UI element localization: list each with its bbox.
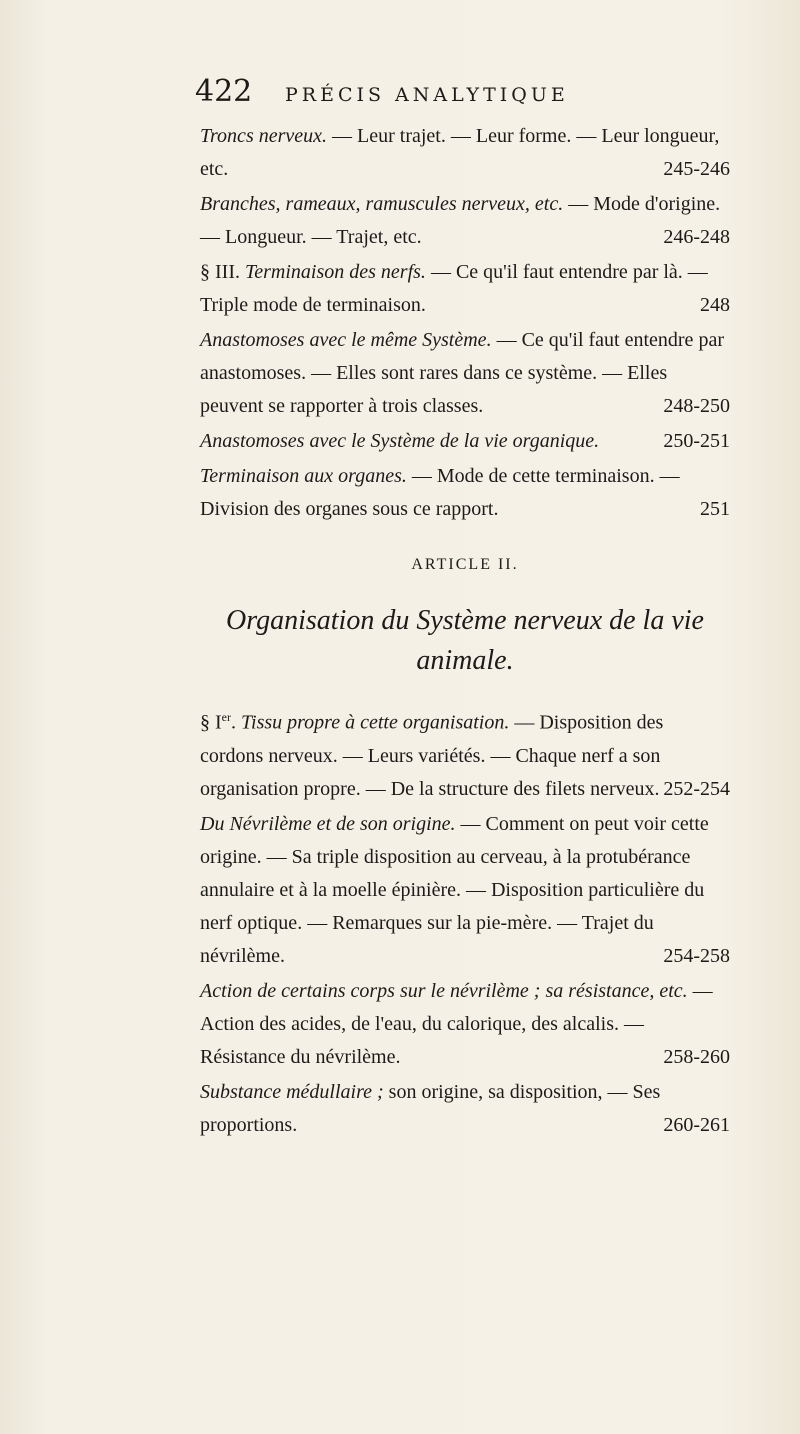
- section-marker: § III.: [200, 261, 245, 283]
- page-number: 422: [195, 74, 253, 109]
- index-entry: [200, 975, 730, 1074]
- section-title: Organisation du Système nerveux de la vie animale.: [226, 605, 704, 676]
- entry-text: — Comment on peut voir cette origine. — Sa triple disposition au cerveau, à la protubérance annulaire et à la moelle épinière. — Disposition particulière du nerf optique. — Remarques sur la pie-mère. — Trajet du névrilème.: [200, 812, 709, 967]
- entry-title: Tissu propre à cette organisation.: [241, 711, 510, 734]
- entry-title: Du Névrilème et de son origine.: [200, 812, 456, 835]
- index-entry: [200, 256, 730, 322]
- article-heading: ARTICLE II.: [411, 556, 519, 573]
- entry-text: — Action des acides, de l'eau, du calorique, des alcalis. — Résistance du névrilème.: [200, 979, 713, 1068]
- entry-title: Substance médullaire ;: [200, 1080, 384, 1103]
- entry-title: Action de certains corps sur le névrilème ; sa résistance, etc.: [200, 979, 688, 1002]
- index-entry: [200, 460, 730, 526]
- entry-text: — Mode d'origine. — Longueur. — Trajet, etc.: [200, 193, 721, 248]
- entry-text: — Leur trajet. — Leur forme. — Leur longueur, etc.: [200, 125, 720, 180]
- entry-pages: 251: [700, 498, 730, 520]
- page-body: [200, 120, 730, 1144]
- index-entry: [200, 701, 730, 806]
- entry-title: Terminaison aux organes.: [200, 465, 407, 487]
- entry-title: Anastomoses avec le Système de la vie organique.: [200, 430, 600, 452]
- running-title: PRÉCIS ANALYTIQUE: [285, 84, 569, 106]
- entry-title: Anastomoses avec le même Système.: [200, 329, 492, 351]
- index-entry: [200, 425, 730, 458]
- index-entry: [200, 120, 730, 186]
- entry-pages: 248: [700, 294, 730, 316]
- entries-top: [200, 120, 730, 526]
- entry-title: Terminaison des nerfs.: [244, 261, 426, 283]
- entry-text: son origine, sa disposition, — Ses proportions.: [200, 1080, 661, 1136]
- entry-pages: 248-250: [663, 395, 730, 417]
- section-marker-after: .: [231, 711, 241, 734]
- entry-text: — Mode de cette terminaison. — Division des organes sous ce rapport.: [200, 465, 680, 520]
- entries-bottom: [200, 701, 730, 1142]
- index-entry: [200, 808, 730, 973]
- entry-pages: 252-254: [663, 777, 730, 800]
- entry-pages: 246-248: [663, 226, 730, 248]
- entry-title: Branches, rameaux, ramuscules nerveux, etc.: [200, 193, 564, 215]
- index-entry: [200, 188, 730, 254]
- entry-text: — Ce qu'il faut entendre par là. — Triple mode de terminaison.: [200, 261, 708, 316]
- section-marker-sup: er: [221, 710, 231, 724]
- entry-text: — Disposition des cordons nerveux. — Leurs variétés. — Chaque nerf a son organisation propre. — De la structure des filets nerveux.: [200, 711, 664, 800]
- index-entry: [200, 324, 730, 423]
- entry-pages: 260-261: [663, 1113, 730, 1136]
- entry-title: Troncs nerveux.: [200, 125, 328, 147]
- entry-pages: 250-251: [663, 430, 730, 452]
- entry-pages: 254-258: [663, 944, 730, 967]
- entry-text: — Ce qu'il faut entendre par anastomoses. — Elles sont rares dans ce système. — Elles peuvent se rapporter à trois classes.: [200, 329, 724, 417]
- section-marker: § I: [200, 711, 222, 734]
- entry-pages: 245-246: [663, 158, 730, 180]
- index-entry: [200, 1076, 730, 1142]
- entry-pages: 258-260: [663, 1045, 730, 1068]
